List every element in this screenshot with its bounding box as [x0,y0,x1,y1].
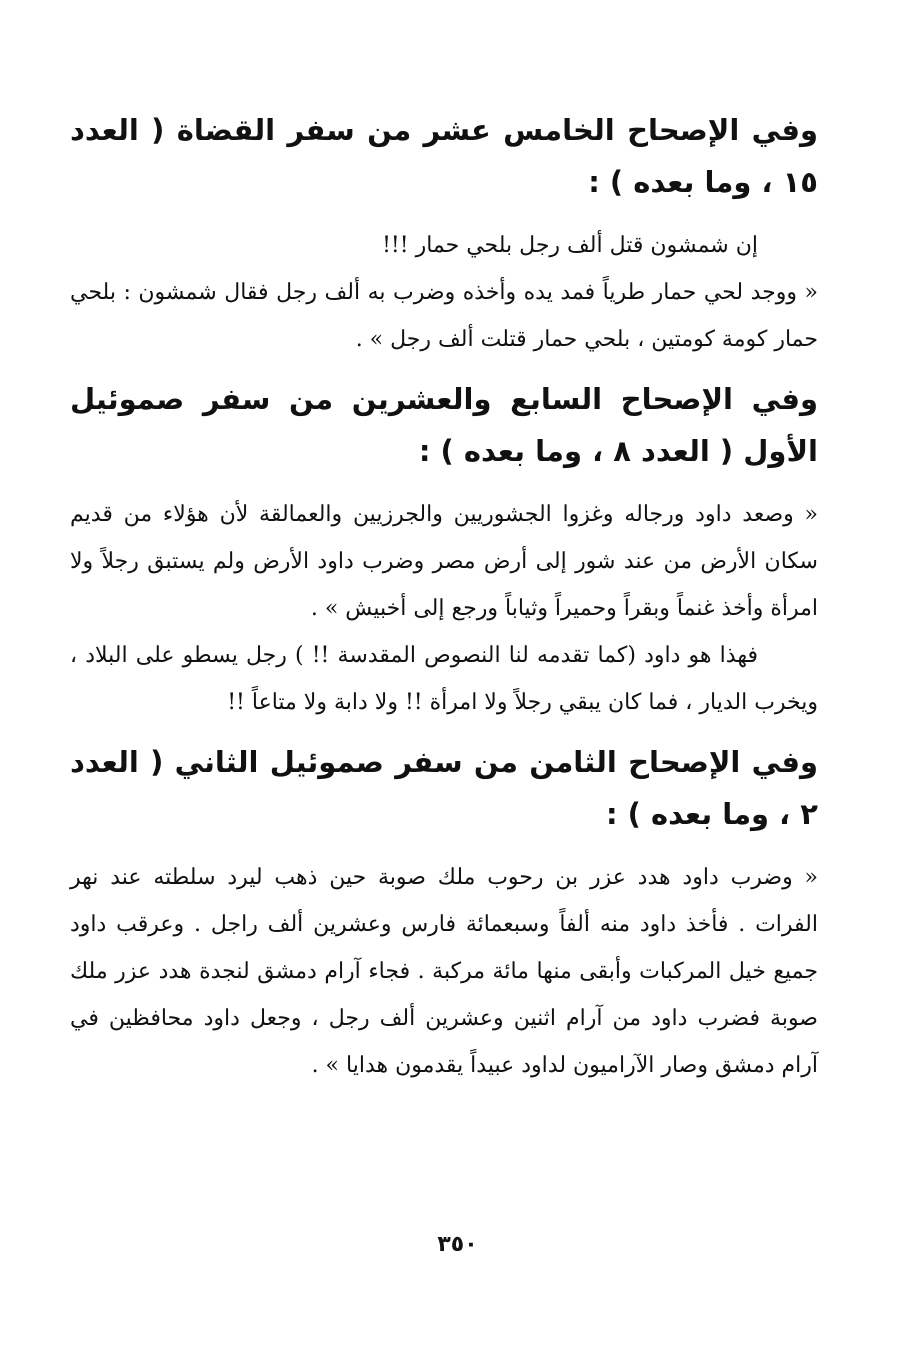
paragraph: إن شمشون قتل ألف رجل بلحي حمار !!! [382,233,758,258]
quote-paragraph: « وصعد داود ورجاله وغزوا الجشوريين والجرزيين والعمالقة لأن هؤلاء من قديم سكان الأرض من عند شور إلى أرض مصر وضرب داود الأرض ولم يستبق رجلاً ولا امرأة وأخذ غنماً وبقراً وحميراً وثياباً ورجع إلى أخبيش » . [70,502,818,621]
quote-paragraph: « ووجد لحي حمار طرياً فمد يده وأخذه وضرب به ألف رجل فقال شمشون : بلحي حمار كومة كومتين ، بلحي حمار قتلت ألف رجل » . [70,280,818,352]
section-heading: وفي الإصحاح السابع والعشرين من سفر صموئيل الأول ( العدد ٨ ، وما بعده ) : [70,382,818,468]
page-number: ٣٥٠ [437,1232,478,1257]
paragraph: فهذا هو داود (كما تقدمه لنا النصوص المقدسة !! ) رجل يسطو على البلاد ، ويخرب الديار ، فما كان يبقي رجلاً ولا امرأة !! ولا دابة ولا متاعاً !! [70,643,818,715]
section-heading: وفي الإصحاح الثامن من سفر صموئيل الثاني ( العدد ٢ ، وما بعده ) : [70,745,818,831]
book-page [70,100,818,1089]
quote-paragraph: « وضرب داود هدد عزر بن رحوب ملك صوبة حين ذهب ليرد سلطته عند نهر الفرات . فأخذ داود منه ألفاً وسبعمائة فارس وعشرين ألف راجل . وعرقب داود جميع خيل المركبات وأبقى منها مائة مركبة . فجاء آرام دمشق لنجدة هدد عزر ملك صوبة فضرب داود من آرام اثنين وعشرين ألف رجل ، وجعل داود محافظين في آرام دمشق وصار الآراميون لداود عبيداً يقدمون هدايا » . [70,865,818,1078]
section-heading: وفي الإصحاح الخامس عشر من سفر القضاة ( العدد ١٥ ، وما بعده ) : [70,113,818,199]
